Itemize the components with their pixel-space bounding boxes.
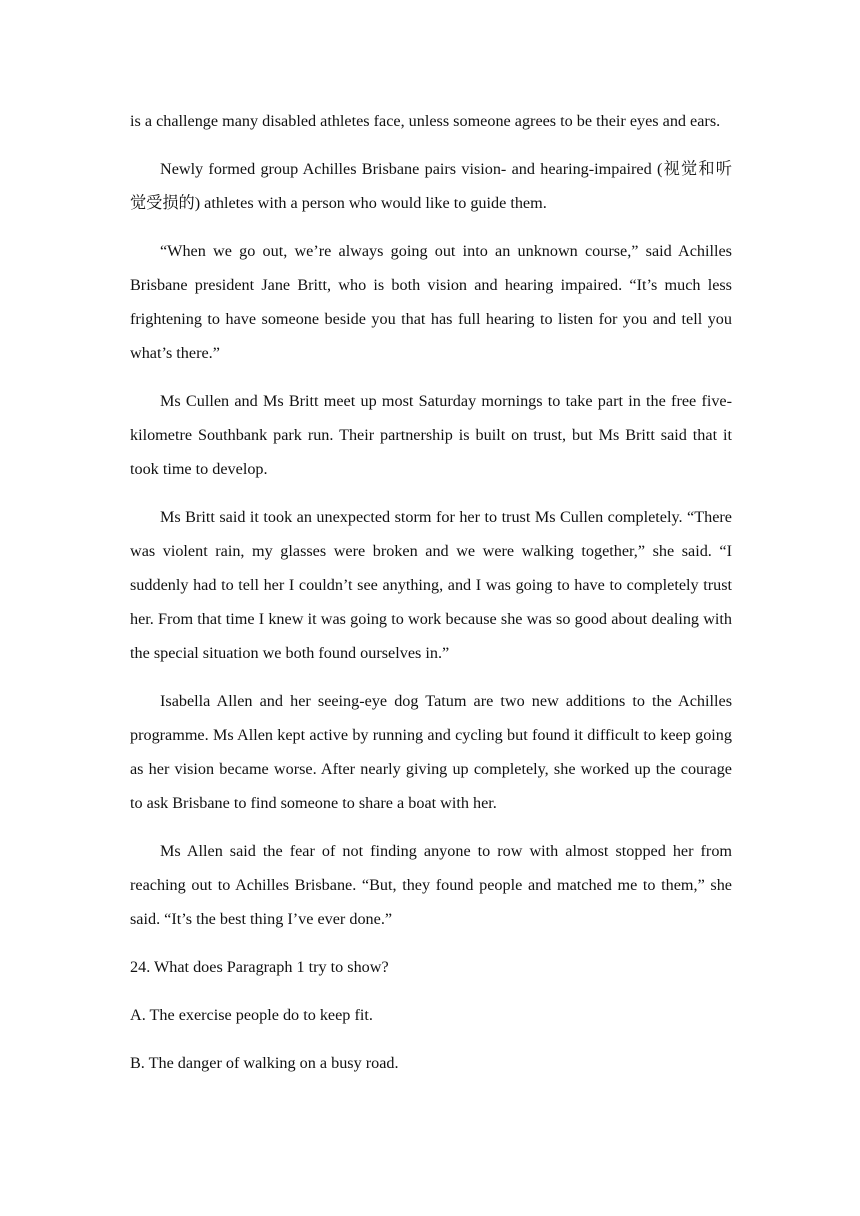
passage-paragraph: Ms Britt said it took an unexpected storm for her to trust Ms Cullen completely. “There was violent rain, my glasses were broken and we were walking together,” she said. “I suddenly had to tell her I couldn’t see anything, and I was going to have to completely trust her. From that time I knew it was going to work because she was so good about dealing with the special situation we both found ourselves in.” <box>130 508 732 662</box>
answer-option-b: B. The danger of walking on a busy road. <box>130 1054 399 1072</box>
passage-paragraph-continued: is a challenge many disabled athletes face, unless someone agrees to be their eyes and ears. <box>130 112 721 130</box>
passage-paragraph: “When we go out, we’re always going out into an unknown course,” said Achilles Brisbane president Jane Britt, who is both vision and hearing impaired. “It’s much less frightening to have someone beside you that has full hearing to listen for you and tell you what’s there.” <box>130 242 732 362</box>
answer-option-a: A. The exercise people do to keep fit. <box>130 1006 373 1024</box>
document-page <box>130 104 732 1080</box>
question-stem: 24. What does Paragraph 1 try to show? <box>130 958 389 976</box>
passage-paragraph: Ms Allen said the fear of not finding anyone to row with almost stopped her from reaching out to Achilles Brisbane. “But, they found people and matched me to them,” she said. “It’s the best thing I’ve ever done.” <box>130 842 732 928</box>
passage-paragraph: Newly formed group Achilles Brisbane pairs vision- and hearing-impaired (视觉和听觉受损的) athletes with a person who would like to guide them. <box>130 160 732 212</box>
passage-paragraph: Ms Cullen and Ms Britt meet up most Saturday mornings to take part in the free five-kilometre Southbank park run. Their partnership is built on trust, but Ms Britt said that it took time to develop. <box>130 392 732 478</box>
passage-paragraph: Isabella Allen and her seeing-eye dog Tatum are two new additions to the Achilles programme. Ms Allen kept active by running and cycling but found it difficult to keep going as her vision became worse. After nearly giving up completely, she worked up the courage to ask Brisbane to find someone to share a boat with her. <box>130 692 732 812</box>
